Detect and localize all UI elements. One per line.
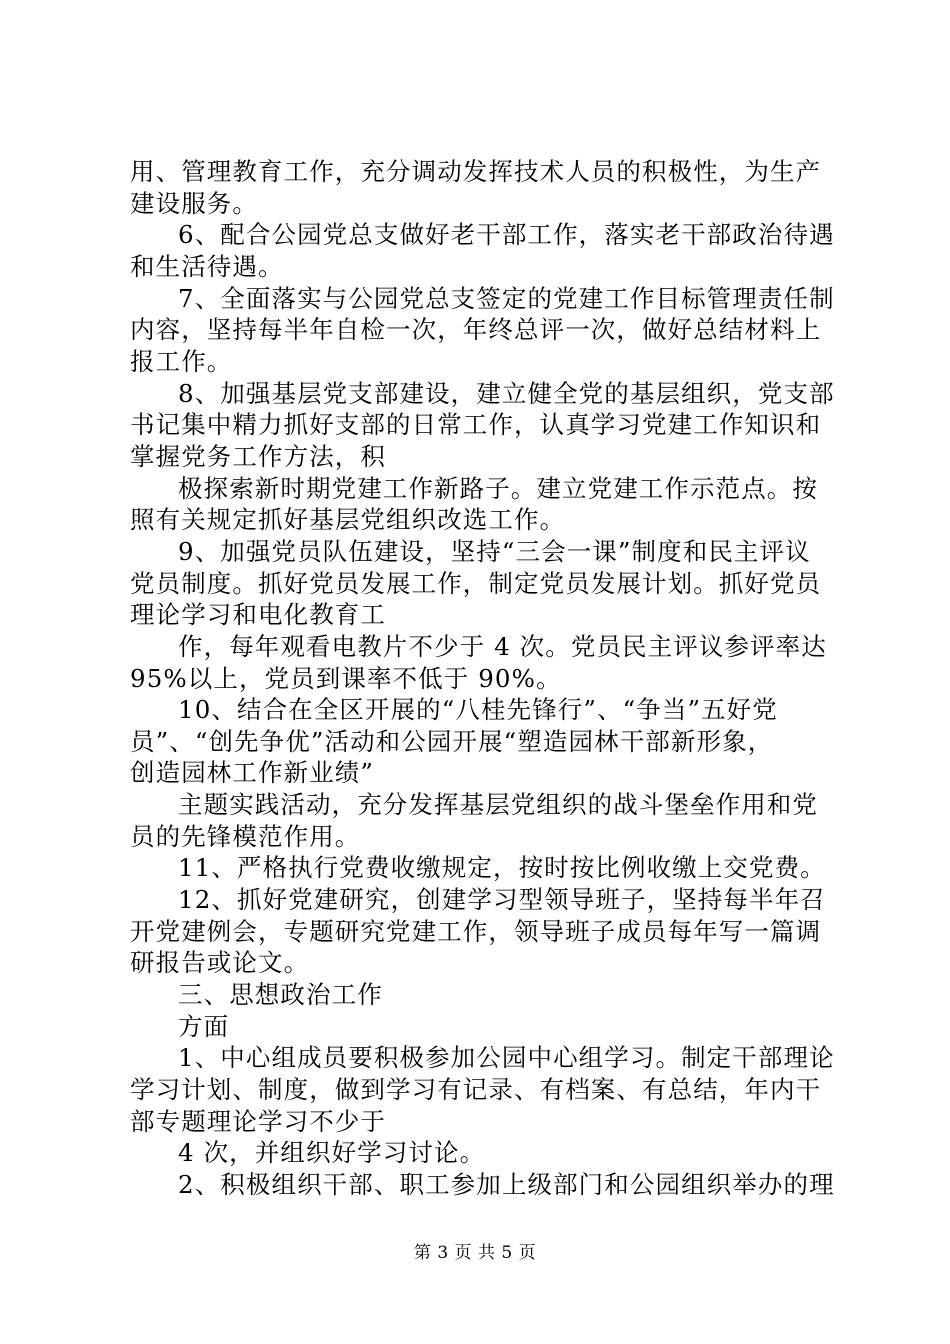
- text-line: 10、结合在全区开展的“八桂先锋行”、“争当”五好党: [178, 695, 778, 724]
- text-line: 6、配合公园党总支做好老干部工作，落实老干部政治待遇: [178, 220, 835, 249]
- text-line: 创造园林工作新业绩”: [130, 758, 375, 787]
- text-line: 掌握党务工作方法，积: [130, 442, 386, 471]
- text-line: 9、加强党员队伍建设，坚持“三会一课”制度和民主评议: [178, 537, 811, 566]
- text-line: 理论学习和电化教育工: [130, 600, 386, 629]
- text-line: 作，每年观看电教片不少于 4 次。党员民主评议参评率达: [178, 632, 827, 661]
- text-line: 部专题理论学习不少于: [130, 1107, 386, 1136]
- text-line: 员”、“创先争优”活动和公园开展“塑造园林干部新形象，: [130, 727, 774, 756]
- text-line: 建设服务。: [130, 189, 258, 218]
- text-line: 内容，坚持每半年自检一次，年终总评一次，做好总结材料上: [130, 315, 822, 344]
- text-line: 学习计划、制度，做到学习有记录、有档案、有总结，年内干: [130, 1075, 822, 1104]
- text-line: 和生活待遇。: [130, 252, 284, 281]
- text-line: 主题实践活动，充分发挥基层党组织的战斗堡垒作用和党: [178, 790, 818, 819]
- text-line: 党员制度。抓好党员发展工作，制定党员发展计划。抓好党员: [130, 569, 822, 598]
- text-line: 方面: [178, 1012, 230, 1041]
- text-line: 极探索新时期党建工作新路子。建立党建工作示范点。按: [178, 474, 818, 503]
- text-line: 用、管理教育工作，充分调动发挥技术人员的积极性，为生产: [130, 157, 822, 186]
- text-line: 7、全面落实与公园党总支签定的党建工作目标管理责任制: [178, 284, 835, 313]
- text-line: 书记集中精力抓好支部的日常工作，认真学习党建工作知识和: [130, 410, 822, 439]
- page-footer: 第 3 页 共 5 页: [413, 1243, 537, 1263]
- text-line: 研报告或论文。: [130, 948, 310, 977]
- text-line: 1、中心组成员要积极参加公园中心组学习。制定干部理论: [178, 1043, 835, 1072]
- text-line: 报工作。: [130, 347, 233, 376]
- text-line: 4 次，并组织好学习讨论。: [178, 1138, 486, 1167]
- text-line: 12、抓好党建研究，创建学习型领导班子，坚持每半年召: [178, 885, 826, 914]
- text-line: 11、严格执行党费收缴规定，按时按比例收缴上交党费。: [178, 853, 826, 882]
- text-line: 开党建例会，专题研究党建工作，领导班子成员每年写一篇调: [130, 917, 822, 946]
- text-line: 2、积极组织干部、职工参加上级部门和公园组织举办的理: [178, 1170, 835, 1199]
- text-line: 8、加强基层党支部建设，建立健全党的基层组织，党支部: [178, 379, 835, 408]
- section-heading: 三、思想政治工作: [178, 980, 383, 1009]
- text-line: 95%以上，党员到课率不低于 90%。: [130, 664, 562, 693]
- text-line: 员的先锋模范作用。: [130, 822, 361, 851]
- text-line: 照有关规定抓好基层党组织改选工作。: [130, 505, 566, 534]
